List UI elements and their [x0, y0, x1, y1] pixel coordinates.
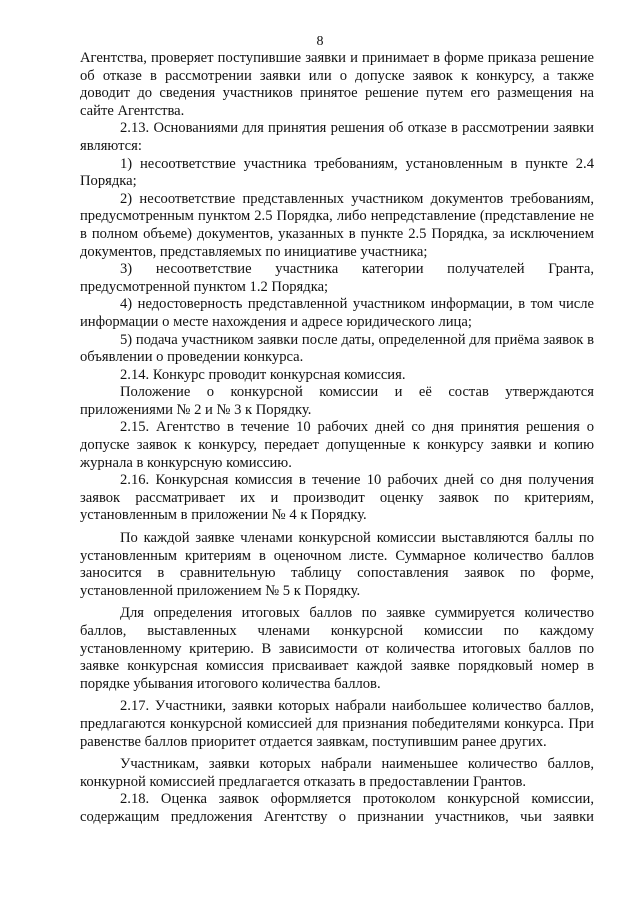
- paragraph-2-15: 2.15. Агентство в течение 10 рабочих дней со дня принятия решения о допуске заявок к конкурсу, передает допущенные к конкурсу заявки и копию журнала в конкурсную комиссию.: [80, 419, 594, 471]
- paragraph-2-14: 2.14. Конкурс проводит конкурсная комиссия.: [120, 366, 406, 383]
- list-item-3: 3) несоответствие участника категории получателей Гранта, предусмотренной пунктом 1.2 Порядка;: [80, 261, 594, 295]
- paragraph-2-18: 2.18. Оценка заявок оформляется протоколом конкурсной комиссии, содержащим предложения Агентству о признании участников, чьи заявки: [80, 791, 594, 825]
- list-item-4: 4) недостоверность представленной участником информации, в том числе информации о месте нахождения и адресе юридического лица;: [80, 296, 594, 330]
- paragraph-final-scores: Для определения итоговых баллов по заявке суммируется количество баллов, выставленных членами конкурсной комиссии по каждому установленному критерию. В зависимости от количества итоговых баллов по заявке конкурсная комиссия присваивает каждой заявке порядковый номер в порядке убывания итогового количества баллов.: [80, 605, 594, 692]
- paragraph-scoring: По каждой заявке членами конкурсной комиссии выставляются баллы по установленным критериям в оценочном листе. Суммарное количество баллов заносится в сравнительную таблицу сопоставления заявок по форме, установленной приложением № 5 к Порядку.: [80, 530, 594, 599]
- paragraph-lowest-score: Участникам, заявки которых набрали наименьшее количество баллов, конкурной комиссией предлагается отказать в предоставлении Грантов.: [80, 756, 594, 790]
- list-item-2: 2) несоответствие представленных участником документов требованиям, предусмотренным пунктом 2.5 Порядка, либо непредставление (представление не в полном объеме) документов, указанных в пункте 2.5 Порядка, за исключением документов, представляемых по инициативе участника;: [80, 190, 594, 260]
- paragraph-2-16: 2.16. Конкурсная комиссия в течение 10 рабочих дней со дня получения заявок рассматривает их и производит оценку заявок по критериям, установленным в приложении № 4 к Порядку.: [80, 472, 594, 524]
- paragraph-2-17: 2.17. Участники, заявки которых набрали наибольшее количество баллов, предлагаются конкурсной комиссией для признания победителями конкурса. При равенстве баллов приоритет отдается заявкам, поступившим ранее других.: [80, 698, 594, 750]
- list-item-1: 1) несоответствие участника требованиям, установленным в пункте 2.4 Порядка;: [80, 155, 594, 190]
- page-number: 8: [316, 34, 324, 49]
- document-body: [80, 50, 594, 827]
- paragraph-agency-decision: Агентства, проверяет поступившие заявки и принимает в форме приказа решение об отказе в рассмотрении заявки или о допуске заявок к конкурсу, а также доводит до сведения участников принятое решение путем его размещения на сайте Агентства.: [80, 50, 594, 119]
- paragraph-2-13: 2.13. Основаниями для принятия решения об отказе в рассмотрении заявки являются:: [80, 120, 594, 154]
- paragraph-commission-regulation: Положение о конкурсной комиссии и её состав утверждаются приложениями № 2 и № 3 к Порядку.: [80, 384, 594, 418]
- list-item-5: 5) подача участником заявки после даты, определенной для приёма заявок в объявлении о проведении конкурса.: [80, 331, 594, 366]
